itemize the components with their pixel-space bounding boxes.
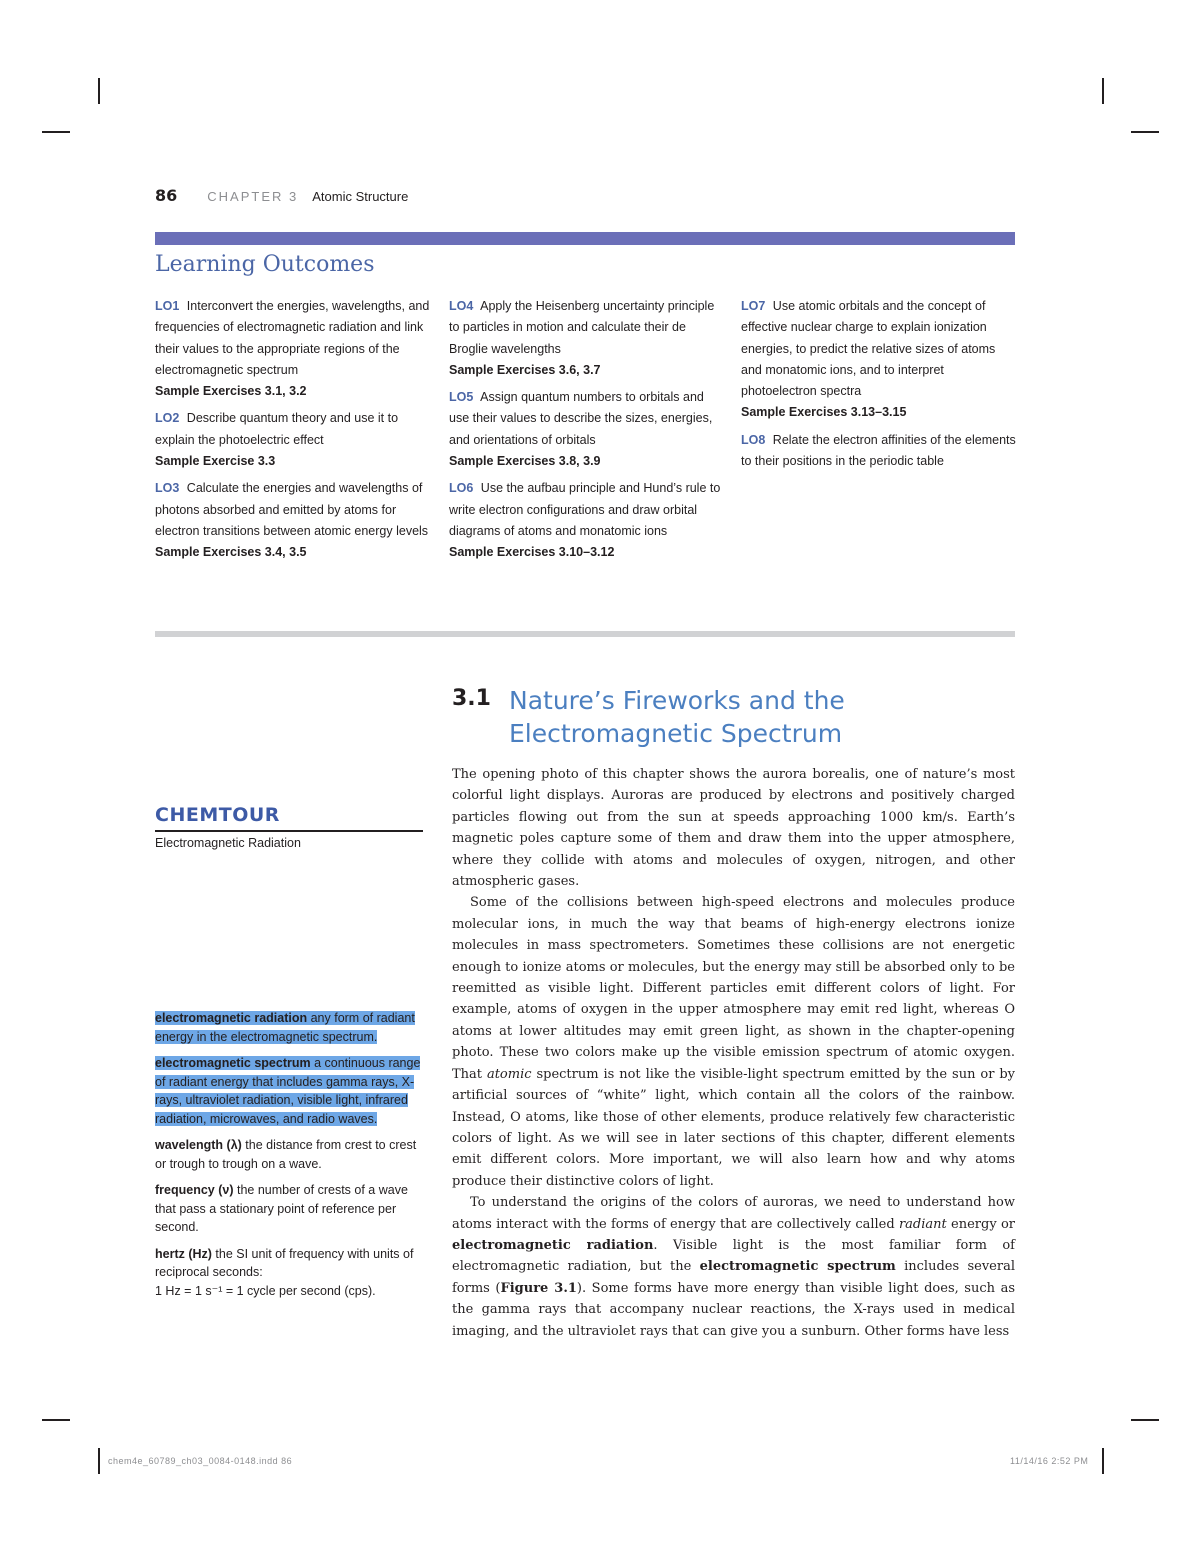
paragraph-3 <box>452 1192 1015 1342</box>
page-number: 86 <box>155 186 178 205</box>
learning-outcome <box>449 387 727 472</box>
learning-outcomes-column-3 <box>741 296 1019 478</box>
glossary-entry <box>155 1245 423 1301</box>
learning-outcome <box>155 478 433 563</box>
crop-mark <box>98 1448 100 1474</box>
chapter-name: Atomic Structure <box>312 189 409 204</box>
outcome-text: Apply the Heisenberg uncertainty principle to particles in motion and calculate their de Broglie wavelengths <box>449 299 715 356</box>
outcome-exercises: Sample Exercises 3.10–3.12 <box>449 545 615 560</box>
learning-outcome <box>449 478 727 563</box>
outcome-exercises: Sample Exercises 3.8, 3.9 <box>449 454 601 469</box>
outcome-exercises: Sample Exercise 3.3 <box>155 454 276 469</box>
glossary-definition: the SI unit of frequency with units of reciprocal seconds: <box>155 1246 414 1279</box>
chapter-label: CHAPTER 3 <box>207 189 299 204</box>
crop-mark <box>1131 1419 1159 1421</box>
glossary-definition: the distance from crest to crest or trough to trough on a wave. <box>155 1138 417 1171</box>
outcome-text: Calculate the energies and wavelengths of photons absorbed and emitted by atoms for electron transitions between atomic energy levels <box>155 481 429 538</box>
outcome-id: LO1 <box>155 299 180 313</box>
paragraph-1: The opening photo of this chapter shows the aurora borealis, one of nature’s most colorful light displays. Auroras are produced by electrons and positively charged particles flowing out from the sun at speeds approaching 1000 km/s. Earth’s magnetic poles capture some of them and draw them into the upper atmosphere, where they collide with atoms and molecules of oxygen, nitrogen, and other atmospheric gases. <box>452 767 1015 890</box>
glossary-entry <box>155 1136 423 1173</box>
outcome-exercises: Sample Exercises 3.13–3.15 <box>741 405 907 420</box>
body-text <box>452 764 1015 1342</box>
crop-mark <box>42 131 70 133</box>
paragraph-2 <box>452 892 1015 1192</box>
outcome-exercises: Sample Exercises 3.6, 3.7 <box>449 362 601 377</box>
outcome-id: LO8 <box>741 432 766 447</box>
emphasis: radiant <box>898 1216 947 1232</box>
outcome-exercises: Sample Exercises 3.1, 3.2 <box>155 384 307 399</box>
slug-timestamp: 11/14/16 2:52 PM <box>1010 1456 1089 1466</box>
text-run: To understand the origins of the colors of auroras, we need to understand how atoms interact with the forms of energy that are collectively called <box>452 1195 1015 1232</box>
outcome-id: LO6 <box>449 481 474 496</box>
outcome-text: Use the aufbau principle and Hund’s rule to write electron configurations and draw orbital diagrams of atoms and monatomic ions <box>449 481 721 538</box>
learning-outcome <box>155 408 433 472</box>
chemtour-label: Electromagnetic Radiation <box>155 835 301 850</box>
glossary <box>155 1009 423 1308</box>
learning-outcomes-bottom-bar <box>155 631 1015 637</box>
glossary-term: wavelength (λ) <box>155 1138 242 1152</box>
outcome-id: LO3 <box>155 481 180 496</box>
glossary-definition: the number of crests of a wave that pass a stationary point of reference per second. <box>155 1183 408 1234</box>
text-run: spectrum is not like the visible-light spectrum emitted by the sun or by artificial sources of “white” light, which contain all the colors of the rainbow. Instead, O atoms, like those of other elements, produce relatively few characteristic colors of light. As we will see in later sections of this chapter, different elements emit different colors. More important, we will also learn how and why atoms produce their distinctive colors of light. <box>452 1066 1016 1189</box>
learning-outcome <box>449 296 727 381</box>
text-run: Some of the collisions between high-speed electrons and molecules produce molecular ions, in much the way that beams of high-energy electrons ionize molecules in mass spectrometers. Sometimes these collisions are not energetic enough to ionize atoms or molecules, but the energy may still be absorbed only to be reemitted as visible light. Different particles emit different colors of light. For example, atoms of oxygen in the upper atmosphere may emit red light, whereas O atoms at lower altitudes may emit green light, as shown in the chapter-opening photo. These two colors make up the visible emission spectrum of atomic oxygen. That <box>452 895 1015 1082</box>
text-run: ). Some forms have more energy than visible light does, such as the gamma rays that accompany nuclear reactions, the X-rays used in medical imaging, and the ultraviolet rays that can give you a sunburn. Other forms have less <box>452 1280 1015 1339</box>
outcome-text: Assign quantum numbers to orbitals and use their values to describe the sizes, energies, and orientations of orbitals <box>449 390 713 447</box>
crop-mark <box>1131 131 1159 133</box>
chemtour-box[interactable] <box>155 804 423 850</box>
outcome-id: LO4 <box>449 299 474 313</box>
learning-outcome <box>741 296 1019 424</box>
outcome-text: Use atomic orbitals and the concept of effective nuclear charge to explain ionization energies, to predict the relative sizes of atoms and monatomic ions, and to interpret photoelectron spectra <box>741 299 996 399</box>
glossary-term: electromagnetic radiation <box>155 1011 308 1025</box>
text-run: . Visible light is the most familiar form of electromagnetic radiation, but the <box>452 1237 1015 1275</box>
glossary-definition: any form of radiant energy in the electromagnetic spectrum. <box>155 1011 415 1044</box>
outcome-text: Describe quantum theory and use it to explain the photoelectric effect <box>155 411 399 447</box>
learning-outcomes-top-bar <box>155 232 1015 245</box>
outcome-id: LO5 <box>449 390 474 405</box>
outcome-id: LO7 <box>741 299 766 313</box>
text-run: includes several forms ( <box>452 1259 1015 1296</box>
learning-outcomes-column-2 <box>449 296 727 570</box>
text-run: energy or <box>946 1216 1015 1232</box>
chemtour-logo: CHEMTOUR <box>155 804 280 826</box>
outcome-text: Relate the electron affinities of the elements to their positions in the periodic table <box>741 432 1016 469</box>
glossary-entry <box>155 1181 423 1237</box>
figure-reference[interactable]: Figure 3.1 <box>500 1280 577 1296</box>
outcome-id: LO2 <box>155 411 180 426</box>
glossary-entry <box>155 1054 423 1128</box>
crop-mark <box>1102 78 1104 104</box>
crop-mark <box>1102 1448 1104 1474</box>
crop-mark <box>98 78 100 104</box>
emphasis: atomic <box>486 1066 532 1082</box>
outcome-text: Interconvert the energies, wavelengths, and frequencies of electromagnetic radiation and link their values to the appropriate regions of the electromagnetic spectrum <box>155 299 430 377</box>
learning-outcome <box>741 430 1019 473</box>
key-term: electromagnetic radiation <box>452 1237 654 1253</box>
running-header <box>155 186 408 208</box>
crop-mark <box>42 1419 70 1421</box>
glossary-term: frequency (ν) <box>155 1183 234 1197</box>
learning-outcomes-column-1 <box>155 296 433 570</box>
glossary-formula: 1 Hz = 1 s⁻¹ = 1 cycle per second (cps). <box>155 1283 376 1298</box>
section-title: Nature’s Fireworks and the Electromagnetic Spectrum <box>509 686 845 748</box>
glossary-term: hertz (Hz) <box>155 1246 212 1261</box>
glossary-entry <box>155 1009 423 1046</box>
outcome-exercises: Sample Exercises 3.4, 3.5 <box>155 545 307 560</box>
learning-outcomes-title: Learning Outcomes <box>155 252 375 277</box>
key-term: electromagnetic spectrum <box>699 1259 896 1275</box>
learning-outcome <box>155 296 433 402</box>
chemtour-rule <box>155 830 423 832</box>
slug-file-name: chem4e_60789_ch03_0084-0148.indd 86 <box>108 1456 293 1466</box>
section-number: 3.1 <box>452 686 491 711</box>
glossary-definition: a continuous range of radiant energy that includes gamma rays, X-rays, ultraviolet radiation, visible light, infrared radiation, microwaves, and radio waves. <box>155 1056 421 1126</box>
glossary-term: electromagnetic spectrum <box>155 1056 311 1070</box>
